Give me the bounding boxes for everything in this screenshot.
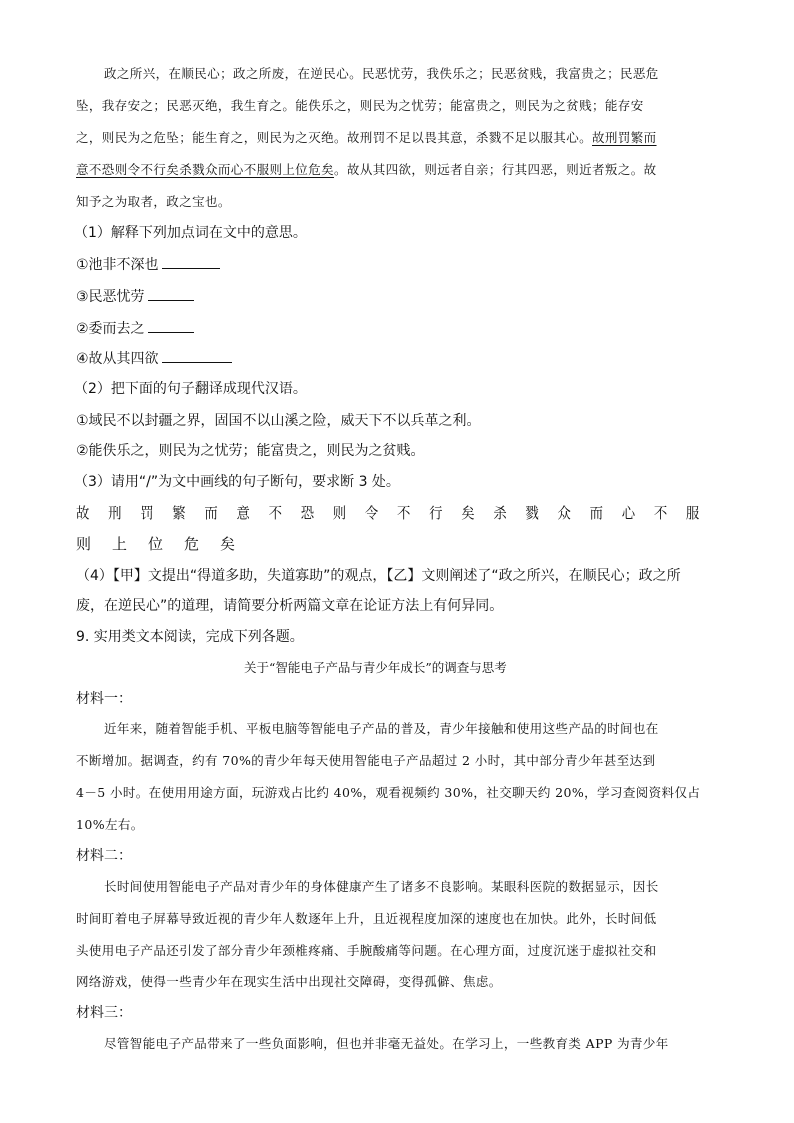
material-1-line-1: 近年来，随着智能手机、平板电脑等智能电子产品的普及，青少年接触和使用这些产品的时间也在 — [104, 721, 659, 736]
q3-character: 繁 — [172, 504, 186, 522]
material-2-line-4: 网络游戏，使得一些青少年在现实生活中出现社交障碍，变得孤僻、焦虑。 — [76, 974, 502, 989]
material-1-label: 材料一： — [76, 691, 132, 707]
q4-line-1: （4）【甲】文提出“得道多助，失道寡助”的观点，【乙】文则阐述了“政之所兴，在顺民心；政之所 — [76, 568, 681, 584]
q1-item-3-text: ②委而去之 — [76, 321, 145, 337]
q3-character: 令 — [364, 504, 379, 522]
q2-item-1: ①域民不以封疆之界，固国不以山溪之险，威天下不以兵革之利。 — [76, 413, 481, 429]
q1-item-4 — [76, 348, 232, 368]
q3-character: 心 — [621, 504, 636, 522]
q3-character: 杀 — [493, 504, 507, 522]
q1-item-2-text: ③民恶忧劳 — [76, 289, 145, 305]
q3-character: 众 — [557, 504, 571, 522]
q1-item-1-text: ①池非不深也 — [76, 257, 159, 273]
q3-character: 不 — [268, 504, 282, 522]
material-1-line-3: 4－5 小时。在使用用途方面，玩游戏占比约 40%，观看视频约 30%，社交聊天约 20%，学习查阅资料仅占 — [76, 785, 701, 800]
q1-item-2 — [76, 286, 194, 306]
q3-character: 服 — [685, 504, 700, 522]
passage-line-4-text: 。故从其四欲，则远者自亲；行其四恶，则近者叛之。故 — [334, 162, 657, 177]
material-1-line-2: 不断增加。据调查，约有 70%的青少年每天使用智能电子产品超过 2 小时，其中部分青少年甚至达到 — [76, 753, 656, 768]
q1-item-3 — [76, 318, 194, 338]
q3-character: 故 — [76, 504, 90, 522]
q3-character: 位 — [148, 535, 164, 553]
q3-character: 罚 — [140, 504, 154, 522]
material-3-line-1: 尽管智能电子产品带来了一些负面影响，但也并非毫无益处。在学习上，一些教育类 APP 为青少年 — [104, 1036, 669, 1051]
passage-line-5: 知予之为取者，政之宝也。 — [76, 194, 231, 209]
q2-prompt: （2）把下面的句子翻译成现代汉语。 — [74, 381, 307, 397]
answer-blank[interactable] — [162, 348, 232, 363]
q3-character: 则 — [332, 504, 347, 522]
q3-prompt: （3）请用“/”为文中画线的句子断句，要求断 3 处。 — [74, 474, 400, 490]
q3-character: 而 — [589, 504, 604, 522]
passage-line-4 — [76, 160, 657, 178]
material-2-label: 材料二： — [76, 848, 132, 864]
q3-character: 恐 — [300, 504, 315, 522]
material-3-label: 材料三： — [76, 1005, 132, 1021]
q3-character: 危 — [184, 535, 200, 553]
q1-item-1 — [76, 254, 220, 274]
passage-line-1: 政之所兴，在顺民心；政之所废，在逆民心。民恶忧劳，我佚乐之；民恶贫贱，我富贵之；民恶危 — [104, 66, 659, 81]
q3-character: 矣 — [220, 535, 236, 553]
q1-item-4-text: ④故从其四欲 — [76, 351, 159, 367]
answer-blank[interactable] — [148, 318, 194, 333]
q9-heading: 9. 实用类文本阅读，完成下列各题。 — [76, 629, 304, 645]
q3-character: 则 — [76, 535, 92, 553]
q3-character: 刑 — [108, 504, 122, 522]
passage-line-3-text: 之，则民为之危坠；能生育之，则民为之灭绝。故刑罚不足以畏其意，杀戮不足以服其心。 — [76, 130, 593, 145]
answer-blank[interactable] — [148, 286, 194, 301]
q3-character: 矣 — [461, 504, 475, 522]
q3-character: 不 — [653, 504, 668, 522]
material-2-line-3: 头使用电子产品还引发了部分青少年颈椎疼痛、手腕酸痛等问题。在心理方面，过度沉迷于虚拟社交和 — [76, 943, 657, 958]
q3-character-row-1 — [76, 502, 718, 523]
q3-character: 上 — [112, 535, 128, 553]
q1-prompt: （1）解释下列加点词在文中的意思。 — [74, 225, 307, 241]
q3-character: 戮 — [525, 504, 539, 522]
q3-character: 意 — [236, 504, 250, 522]
underlined-sentence-end: 意不恐则令不行矣杀戮众而心不服则上位危矣 — [76, 162, 335, 177]
material-1-line-4: 10%左右。 — [76, 817, 144, 832]
material-2-line-1: 长时间使用智能电子产品对青少年的身体健康产生了诸多不良影响。某眼科医院的数据显示，因长 — [104, 879, 659, 894]
answer-blank[interactable] — [162, 254, 220, 269]
article-title: 关于“智能电子产品与青少年成长”的调查与思考 — [244, 660, 507, 675]
underlined-sentence-start: 故刑罚繁而 — [592, 130, 657, 145]
passage-line-2: 坠，我存安之；民恶灭绝，我生育之。能佚乐之，则民为之忧劳；能富贵之，则民为之贫贱；能存安 — [76, 98, 644, 113]
q3-character: 而 — [204, 504, 218, 522]
q2-item-2: ②能佚乐之，则民为之忧劳；能富贵之，则民为之贫贱。 — [76, 443, 425, 459]
q3-character: 不 — [397, 504, 411, 522]
material-2-line-2: 时间盯着电子屏幕导致近视的青少年人数逐年上升，且近视程度加深的速度也在加快。此外，长时间低 — [76, 911, 657, 926]
q3-character-row-2 — [76, 533, 256, 554]
q4-line-2: 废，在逆民心”的道理，请简要分析两篇文章在论证方法上有何异同。 — [76, 598, 504, 614]
passage-line-3 — [76, 128, 657, 146]
q3-character: 行 — [429, 504, 443, 522]
